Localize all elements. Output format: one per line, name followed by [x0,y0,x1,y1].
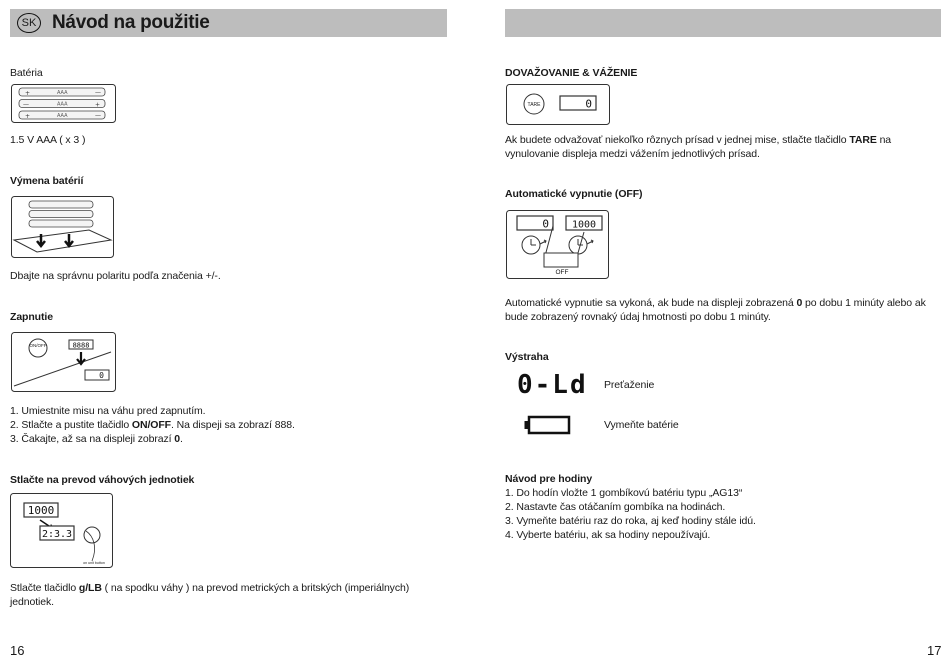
battery-cell-label: AAA [57,101,68,108]
tare-heading: DOVAŽOVANIE & VÁŽENIE [505,67,638,79]
battery-change-illustration [11,196,115,258]
battery-cell-label: AAA [57,90,68,96]
overload-label: Preťaženie [604,379,655,391]
clock-step: 3. Vymeňte batériu raz do roka, aj keď hodiny stále idú. [505,515,756,527]
power-on-step: 1. Umiestnite misu na váhu pred zapnutím. [10,405,206,417]
battery-spec: 1.5 V AAA ( x 3 ) [10,134,86,146]
battery-low-icon [524,415,572,435]
tare-display: 0 [585,97,592,111]
page-title: Návod na použitie [52,12,210,33]
tare-illustration [506,84,611,126]
page-number-right: 17 [927,643,942,658]
tare-button-label: TARE [527,102,541,108]
svg-text:+: + [95,101,101,109]
power-on-step: 2. Stlačte a pustite tlačidlo ON/OFF. Na dispeji sa zobrazí 888. [10,419,295,431]
off-label: OFF [555,269,569,276]
svg-text:—: — [23,101,29,108]
svg-text:+: + [25,90,31,97]
battery-compartment-illustration [11,84,117,124]
clock-heading: Návod pre hodiny [505,473,593,485]
display-full-digits: 8888 [72,341,90,350]
warning-heading: Výstraha [505,351,549,363]
auto-off-description: Automatické vypnutie sa vykoná, ak bude na displeji zobrazená 0 po dobu 1 minúty alebo ak bude zobrazený rovnaký údaj hmotnosti po dobu 1 minúty. [505,297,926,323]
clock-step: 2. Nastavte čas otáčaním gombíka na hodinách. [505,501,726,513]
units-description: Stlačte tlačidlo g/LB ( na spodku váhy ) na prevod metrických a britských (imperiálnych) jednotiek. [10,582,410,608]
battery-label: Batéria [10,67,43,79]
clock-steps [505,486,756,542]
auto-off-display-full: 1000 [571,219,597,231]
display-zero: 0 [99,371,104,380]
display-pounds: 2:3.3 [41,529,73,540]
clock-step: 1. Do hodín vložte 1 gombíkovú batériu typu „AG13“ [505,487,743,499]
power-on-illustration [11,332,117,392]
auto-off-display-zero: 0 [542,217,549,231]
battery-cell-label: AAA [57,113,68,119]
unit-conversion-illustration [10,493,114,569]
power-on-step: 3. Čakajte, až sa na displeji zobrazí 0. [10,433,183,445]
svg-text:+: + [25,113,31,120]
unit-button-caption: on unit button [83,561,105,565]
battery-change-heading: Výmena batérií [10,175,84,187]
svg-text:—: — [95,89,101,97]
overload-code-display: 0-Ld [517,370,588,400]
power-on-heading: Zapnutie [10,311,53,323]
page-number-left: 16 [10,643,25,658]
svg-text:—: — [95,112,101,120]
units-heading: Stlačte na prevod váhových jednotiek [10,474,195,486]
power-on-steps [10,404,295,446]
clock-step: 4. Vyberte batériu, ak sa hodiny nepoužívajú. [505,529,711,541]
auto-off-illustration [506,210,610,280]
language-badge: SK [17,13,41,33]
tare-description: Ak budete odvažovať niekoľko rôznych prísad v jednej mise, stlačte tlačidlo TARE na vynulovanie displeja medzi vážením jednotlivých prísad. [505,134,892,160]
display-grams: 1000 [27,504,55,517]
on-off-button-label: ON/OFF [29,343,47,348]
auto-off-heading: Automatické vypnutie (OFF) [505,188,643,200]
battery-change-note: Dbajte na správnu polaritu podľa značenia +/-. [10,270,221,282]
right-header-bar [505,9,941,37]
battery-low-label: Vymeňte batérie [604,419,679,431]
